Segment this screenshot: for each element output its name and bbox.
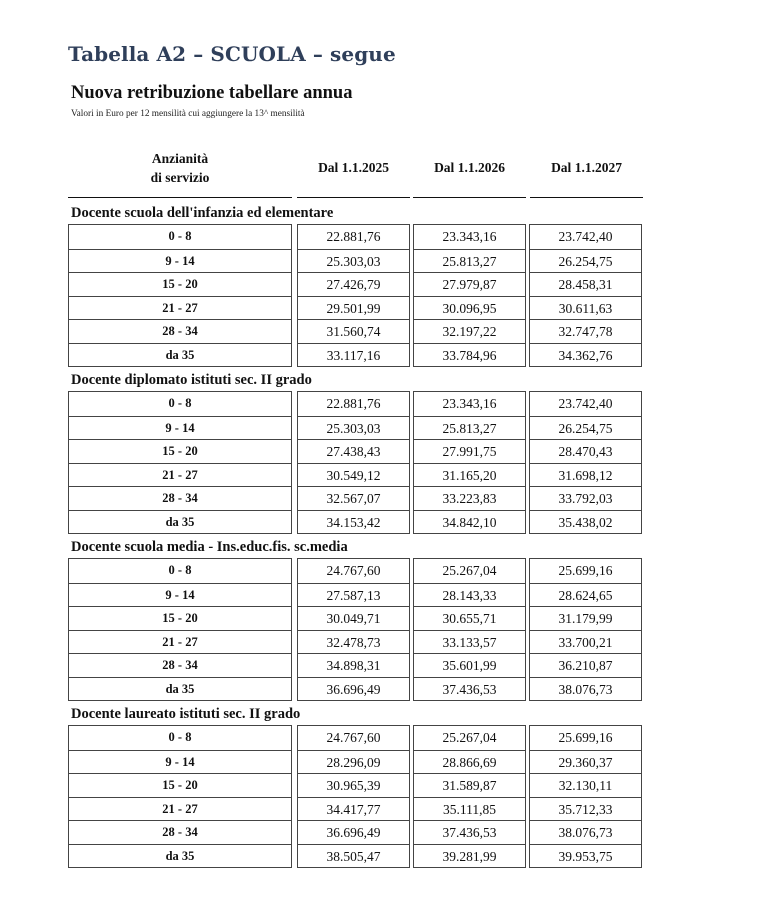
cell-value: 36.696,49 (298, 677, 409, 701)
section-title: Docente diplomato istituti sec. II grado (71, 372, 312, 388)
cell-range: 21 - 27 (69, 797, 291, 821)
cell-value: 24.767,60 (326, 563, 381, 578)
column-anzianita (68, 725, 292, 868)
cell-value: 33.133,57 (414, 630, 525, 654)
header-underline (68, 197, 292, 198)
cell-range: da 35 (69, 510, 291, 534)
cell-value: 35.111,85 (414, 797, 525, 821)
cell-value: 25.813,27 (414, 249, 525, 273)
column-2026 (413, 224, 526, 367)
cell-value: 31.698,12 (530, 463, 641, 487)
cell-value: 26.254,75 (530, 249, 641, 273)
column-header-2027: Dal 1.1.2027 (551, 160, 622, 175)
cell-value: 22.881,76 (326, 229, 381, 244)
cell-value: 26.254,75 (530, 416, 641, 440)
cell-value: 22.881,76 (326, 396, 381, 411)
cell-value: 27.979,87 (414, 272, 525, 296)
cell-value: 35.601,99 (414, 653, 525, 677)
cell-value: 28.624,65 (530, 583, 641, 607)
cell-value: 27.426,79 (298, 272, 409, 296)
cell-value: 34.417,77 (298, 797, 409, 821)
cell-value: 30.611,63 (530, 296, 641, 320)
cell-value: 30.655,71 (414, 606, 525, 630)
cell-range: 15 - 20 (69, 606, 291, 630)
cell-range: 21 - 27 (69, 296, 291, 320)
section-title: Docente laureato istituti sec. II grado (71, 706, 301, 722)
column-header-anzianita (68, 149, 292, 187)
cell-value: 39.953,75 (530, 844, 641, 868)
cell-range: 0 - 8 (168, 396, 192, 410)
cell-value: 35.438,02 (530, 510, 641, 534)
cell-value: 27.587,13 (298, 583, 409, 607)
cell-value: 24.767,60 (326, 730, 381, 745)
cell-range: da 35 (69, 343, 291, 367)
cell-range: 15 - 20 (69, 439, 291, 463)
cell-value: 36.696,49 (298, 820, 409, 844)
cell-value: 32.567,07 (298, 486, 409, 510)
column-2027 (529, 391, 642, 534)
cell-range: 9 - 14 (69, 249, 291, 273)
header-underline (297, 197, 410, 198)
cell-range: 28 - 34 (69, 653, 291, 677)
section-title: Docente scuola dell'infanzia ed elementare (71, 205, 334, 221)
header-underline (530, 197, 643, 198)
column-2025 (297, 558, 410, 701)
cell-value: 30.549,12 (298, 463, 409, 487)
cell-value: 28.458,31 (530, 272, 641, 296)
cell-range: 28 - 34 (69, 820, 291, 844)
cell-value: 38.076,73 (530, 820, 641, 844)
cell-value: 25.303,03 (298, 416, 409, 440)
cell-value: 28.143,33 (414, 583, 525, 607)
cell-value: 30.965,39 (298, 773, 409, 797)
table-note: Valori in Euro per 12 mensilità cui aggiungere la 13^ mensilità (71, 109, 305, 119)
cell-value: 31.179,99 (530, 606, 641, 630)
cell-value: 37.436,53 (414, 820, 525, 844)
cell-range: da 35 (69, 844, 291, 868)
column-2025 (297, 224, 410, 367)
cell-value: 27.991,75 (414, 439, 525, 463)
column-2027 (529, 558, 642, 701)
cell-value: 33.117,16 (298, 343, 409, 367)
cell-value: 33.792,03 (530, 486, 641, 510)
cell-value: 25.699,16 (558, 730, 613, 745)
cell-value: 31.165,20 (414, 463, 525, 487)
cell-value: 30.049,71 (298, 606, 409, 630)
cell-value: 31.589,87 (414, 773, 525, 797)
cell-value: 27.438,43 (298, 439, 409, 463)
cell-value: 23.742,40 (558, 396, 613, 411)
cell-value: 34.842,10 (414, 510, 525, 534)
cell-value: 29.501,99 (298, 296, 409, 320)
column-header-anzianita-line1: Anzianità (151, 151, 209, 166)
column-2025 (297, 725, 410, 868)
cell-range: 28 - 34 (69, 486, 291, 510)
column-2026 (413, 391, 526, 534)
cell-value: 30.096,95 (414, 296, 525, 320)
column-2027 (529, 224, 642, 367)
column-header-2026: Dal 1.1.2026 (434, 160, 505, 175)
cell-value: 23.742,40 (558, 229, 613, 244)
cell-range: 21 - 27 (69, 630, 291, 654)
cell-value: 25.267,04 (442, 730, 497, 745)
cell-range: 0 - 8 (168, 229, 192, 243)
cell-value: 33.784,96 (414, 343, 525, 367)
cell-value: 33.223,83 (414, 486, 525, 510)
cell-range: 15 - 20 (69, 773, 291, 797)
cell-range: 9 - 14 (69, 416, 291, 440)
column-anzianita (68, 224, 292, 367)
cell-value: 23.343,16 (442, 396, 497, 411)
cell-value: 38.505,47 (298, 844, 409, 868)
cell-value: 25.813,27 (414, 416, 525, 440)
cell-range: 0 - 8 (168, 563, 192, 577)
column-header-2025: Dal 1.1.2025 (318, 160, 389, 175)
column-2026 (413, 558, 526, 701)
cell-value: 37.436,53 (414, 677, 525, 701)
cell-range: 15 - 20 (69, 272, 291, 296)
header-underline (413, 197, 526, 198)
cell-value: 25.699,16 (558, 563, 613, 578)
cell-value: 28.296,09 (298, 750, 409, 774)
column-header-anzianita-line2: di servizio (150, 170, 210, 185)
section-title: Docente scuola media - Ins.educ.fis. sc.media (71, 539, 348, 555)
cell-range: 9 - 14 (69, 583, 291, 607)
cell-value: 34.362,76 (530, 343, 641, 367)
page-title: Tabella A2 – SCUOLA – segue (68, 42, 396, 66)
cell-value: 39.281,99 (414, 844, 525, 868)
cell-range: 9 - 14 (69, 750, 291, 774)
cell-value: 29.360,37 (530, 750, 641, 774)
cell-value: 32.130,11 (530, 773, 641, 797)
cell-value: 25.267,04 (442, 563, 497, 578)
column-2026 (413, 725, 526, 868)
cell-value: 32.478,73 (298, 630, 409, 654)
cell-value: 38.076,73 (530, 677, 641, 701)
cell-value: 32.197,22 (414, 319, 525, 343)
cell-value: 28.470,43 (530, 439, 641, 463)
cell-value: 36.210,87 (530, 653, 641, 677)
cell-range: 21 - 27 (69, 463, 291, 487)
cell-value: 31.560,74 (298, 319, 409, 343)
column-2027 (529, 725, 642, 868)
cell-value: 28.866,69 (414, 750, 525, 774)
cell-range: 28 - 34 (69, 319, 291, 343)
table-subtitle: Nuova retribuzione tabellare annua (71, 83, 353, 103)
cell-range: 0 - 8 (168, 730, 192, 744)
cell-value: 23.343,16 (442, 229, 497, 244)
cell-value: 35.712,33 (530, 797, 641, 821)
cell-range: da 35 (69, 677, 291, 701)
cell-value: 33.700,21 (530, 630, 641, 654)
column-2025 (297, 391, 410, 534)
cell-value: 34.153,42 (298, 510, 409, 534)
cell-value: 32.747,78 (530, 319, 641, 343)
column-anzianita (68, 391, 292, 534)
cell-value: 25.303,03 (298, 249, 409, 273)
column-anzianita (68, 558, 292, 701)
cell-value: 34.898,31 (298, 653, 409, 677)
